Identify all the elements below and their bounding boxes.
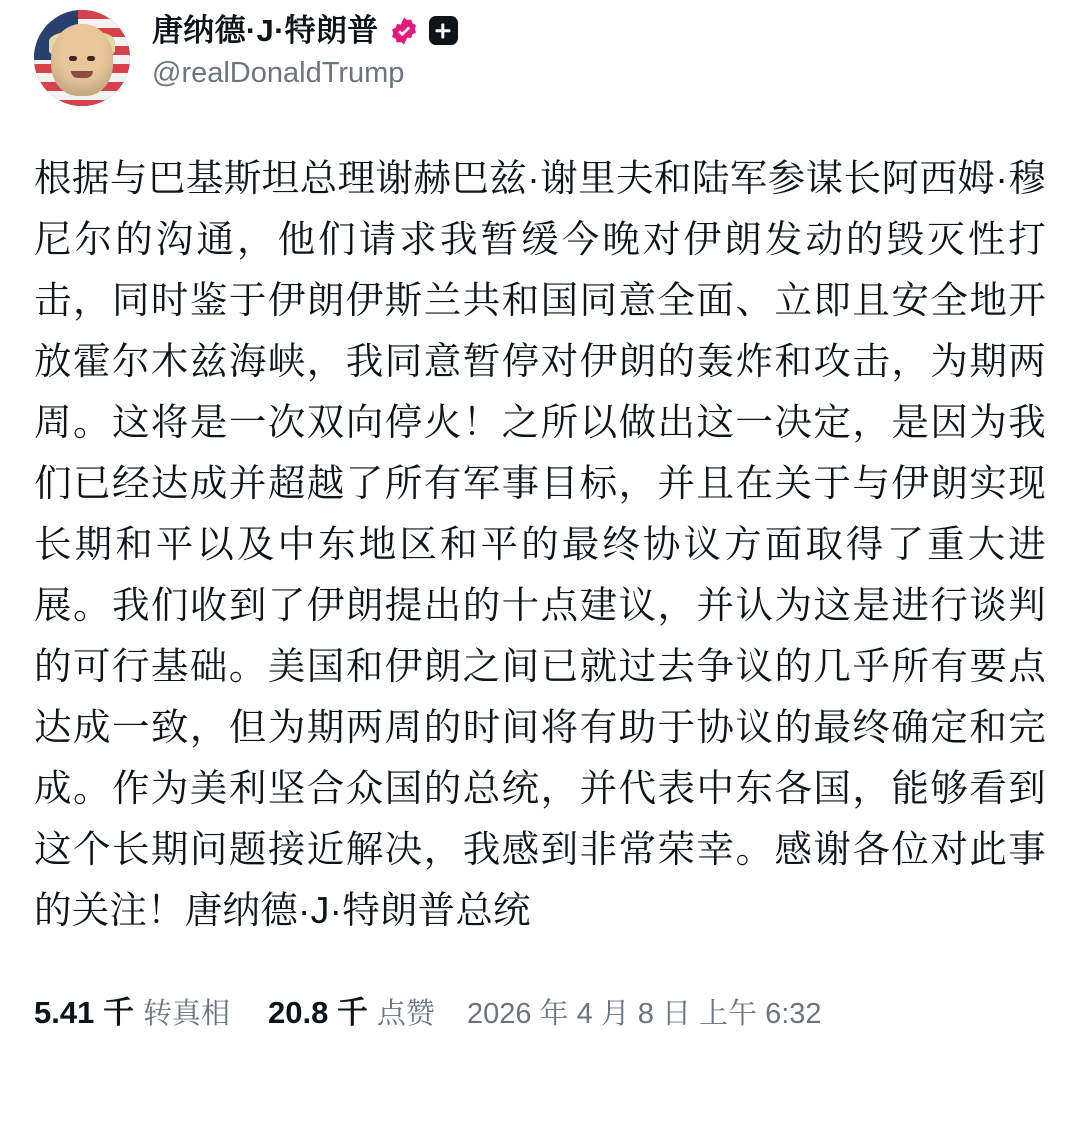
avatar-eye-left	[69, 56, 77, 61]
post-header	[34, 0, 1046, 106]
avatar-mouth	[71, 71, 93, 78]
verified-check-icon	[389, 16, 419, 46]
post-body-text: 根据与巴基斯坦总理谢赫巴兹·谢里夫和陆军参谋长阿西姆·穆尼尔的沟通，他们请求我暂缓今晚对伊朗发动的毁灭性打击，同时鉴于伊朗伊斯兰共和国同意全面、立即且安全地开放霍尔木兹海峡，我同意暂停对伊朗的轰炸和攻击，为期两周。这将是一次双向停火！之所以做出这一决定，是因为我们已经达成并超越了所有军事目标，并且在关于与伊朗实现长期和平以及中东地区和平的最终协议方面取得了重大进展。我们收到了伊朗提出的十点建议，并认为这是进行谈判的可行基础。美国和伊朗之间已就过去争议的几乎所有要点达成一致，但为期两周的时间将有助于协议的最终确定和完成。作为美利坚合众国的总统，并代表中东各国，能够看到这个长期问题接近解决，我感到非常荣幸。感谢各位对此事的关注！唐纳德·J·特朗普总统	[34, 157, 1046, 931]
avatar[interactable]	[34, 10, 130, 106]
repost-label[interactable]: 转真相	[142, 998, 230, 1030]
author-handle[interactable]: @realDonaldTrump	[152, 57, 405, 90]
author-name-line	[152, 12, 458, 49]
like-count: 20.8 千	[267, 995, 368, 1030]
author-display-name[interactable]: 唐纳德·J·特朗普	[152, 13, 379, 48]
like-label[interactable]: 点赞	[376, 998, 435, 1030]
post-stats	[34, 987, 1046, 1050]
post-timestamp: 2026 年 4 月 8 日 上午 6:32	[466, 998, 822, 1030]
avatar-face	[51, 24, 113, 96]
author-names	[152, 8, 458, 91]
avatar-eye-right	[87, 56, 95, 61]
repost-count: 5.41 千	[34, 995, 134, 1030]
plus-badge-icon	[429, 16, 458, 45]
